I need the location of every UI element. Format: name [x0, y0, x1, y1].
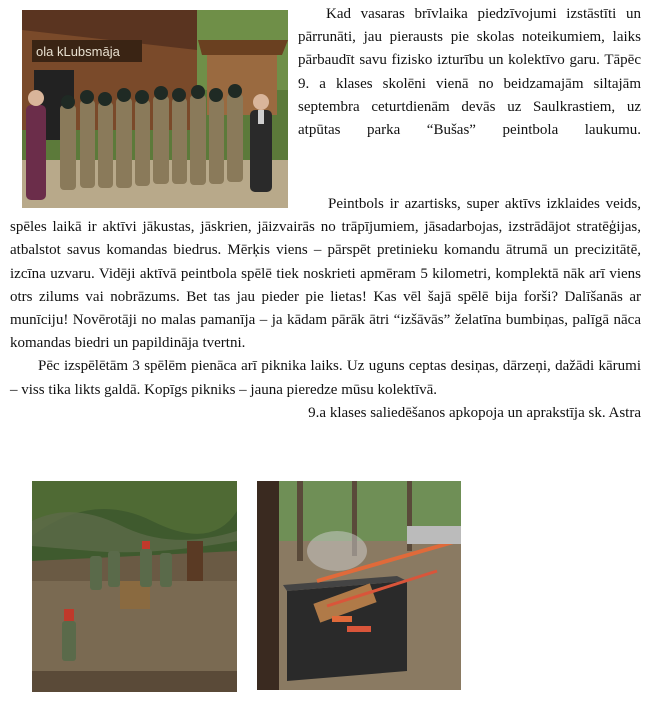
intro-paragraph: Kad vasaras brīvlaika piedzīvojumi izstāstīti un pārrunāti, jau pierausts pie skolas noteikumiem, laiks pārbaudīt savu fizisko izturību un kolektīvo garu. Tāpēc 9. a klases skolēni vienā no beidzamajām siltajām septembra ceturtdienām devās uz Saulkrastiem, uz atpūtas parka “Bušas” peintbola laukumu. — [298, 6, 641, 139]
paragraph-peintbols: Peintbols ir azartisks, super aktīvs izklaides veids, spēles laikā ir aktīvi jākustas, jāskrien, jāizvairās no trāpījumiem, jāsadarbojas, izstrādājot stratēģijas, atbalstot savus komandas biedrus. Mērķis viens – pārspēt pretinieku komandu ātrumā un precizitātē, izcīna uzvaru. Vidēji aktīvā peintbola spēlē tiek noskrieti apmēram 5 kilometri, komplektā nāk arī viens otrs zilums vai nobrāzums. Bet tas jau pieder pie lietas! Kas vēl šajā spēlē bija forši? Dalīšanās ar munīciju! Novērotāji no malas pamanīja – ja kādam pārāk ātri “izšāvās” želatīna bumbiņas, palīgā nāca komandas biedri un papildināja tvertni. — [10, 196, 641, 352]
body-text-block — [10, 193, 641, 425]
intro-text-block — [298, 3, 641, 142]
paintball-game-photo — [32, 481, 237, 692]
paragraph-pikniks: Pēc izspēlētām 3 spēlēm pienāca arī piknika laiks. Uz uguns ceptas desiņas, dārzeņi, dažādi kārumi – viss tika likts galdā. Kopīgs pikniks – jauna pieredze mūsu kolektīvā. — [10, 358, 641, 398]
picnic-grill-photo — [257, 481, 461, 690]
clubhouse-sign: ola kLubsmāja — [36, 44, 120, 59]
author-signature: 9.a klases saliedēšanos apkopoja un aprakstīja sk. Astra — [308, 404, 641, 421]
group-photo — [22, 10, 288, 208]
